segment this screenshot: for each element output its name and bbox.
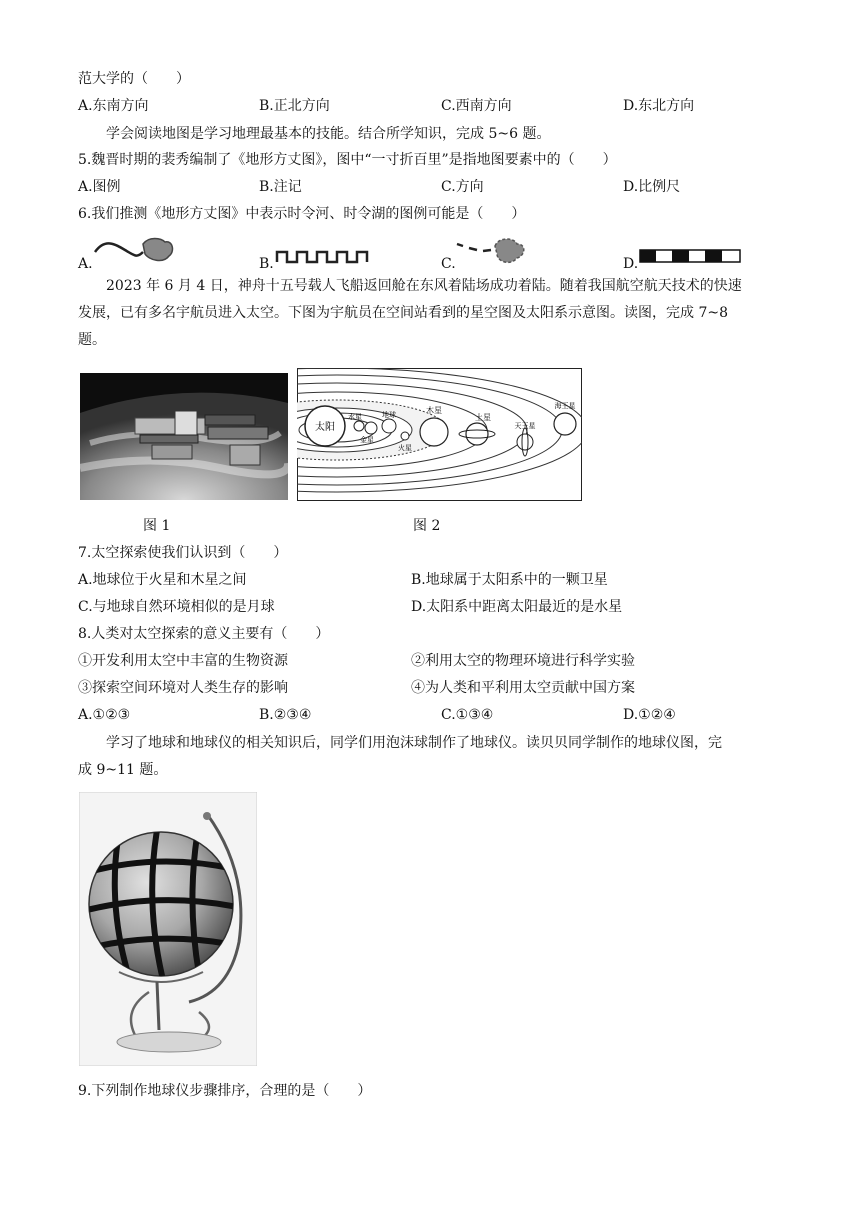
- intro-7-8-line3: 题。: [78, 332, 106, 348]
- question-stem-tail: 范大学的（ ）: [78, 71, 190, 87]
- legend-symbol-d: [639, 249, 741, 263]
- q6-stem: 6.我们推测《地形方丈图》中表示时令河、时令湖的图例可能是（ ）: [78, 206, 526, 222]
- intro-5-6: 学会阅读地图是学习地理最基本的技能。结合所学知识，完成 5~6 题。: [106, 126, 551, 142]
- q7-option-a: A.地球位于火星和木星之间: [78, 572, 247, 588]
- label-mars: 火星: [398, 444, 412, 452]
- q8-item-1: ①开发利用太空中丰富的生物资源: [78, 653, 288, 669]
- q7-option-c: C.与地球自然环境相似的是月球: [78, 599, 275, 615]
- space-station-photo: [80, 373, 288, 500]
- q8-option-b: B.②③④: [259, 707, 312, 723]
- figure-2-caption: 图 2: [413, 518, 441, 534]
- intro-7-8-line2: 发展，已有多名宇航员进入太空。下图为宇航员在空间站看到的星空图及太阳系示意图。读图，完成 7~8: [78, 305, 728, 321]
- q6-option-a: A.: [78, 256, 93, 272]
- intro-9-11-line1: 学习了地球和地球仪的相关知识后，同学们用泡沫球制作了地球仪。读贝贝同学制作的地球仪图，完: [106, 735, 722, 751]
- q6-option-b: B.: [259, 256, 274, 272]
- q4-option-b: B.正北方向: [259, 98, 330, 114]
- label-venus: 金星: [360, 436, 374, 444]
- q7-option-b: B.地球属于太阳系中的一颗卫星: [411, 572, 608, 588]
- solar-system-diagram: [297, 368, 582, 501]
- q4-option-a: A.东南方向: [78, 98, 149, 114]
- q5-option-a: A.图例: [78, 179, 121, 195]
- q5-option-c: C.方向: [441, 179, 484, 195]
- intro-7-8-line1: 2023 年 6 月 4 日，神舟十五号载人飞船返回舱在东风着陆场成功着陆。随着我国航空航天技术的快速: [106, 278, 742, 294]
- q5-option-b: B.注记: [259, 179, 302, 195]
- figure-1-caption: 图 1: [143, 518, 171, 534]
- q8-option-a: A.①②③: [78, 707, 131, 723]
- q8-option-d: D.①②④: [623, 707, 676, 723]
- q7-option-d: D.太阳系中距离太阳最近的是水星: [411, 599, 623, 615]
- legend-symbol-c: [455, 234, 535, 266]
- q9-stem: 9.下列制作地球仪步骤排序，合理的是（ ）: [78, 1083, 372, 1099]
- label-uranus: 天王星: [514, 422, 536, 430]
- q6-option-c: C.: [441, 256, 456, 272]
- label-mercury: 水星: [348, 413, 362, 421]
- q5-stem: 5.魏晋时期的裴秀编制了《地形方丈图》，图中“一寸折百里”是指地图要素中的（ ）: [78, 152, 617, 168]
- q8-item-2: ②利用太空的物理环境进行科学实验: [411, 653, 635, 669]
- q4-option-c: C.西南方向: [441, 98, 512, 114]
- q7-stem: 7.太空探索使我们认识到（ ）: [78, 545, 288, 561]
- q6-option-d: D.: [623, 256, 639, 272]
- q8-item-4: ④为人类和平利用太空贡献中国方案: [411, 680, 635, 696]
- q8-stem: 8.人类对太空探索的意义主要有（ ）: [78, 626, 330, 642]
- q5-option-d: D.比例尺: [623, 179, 681, 195]
- q4-option-d: D.东北方向: [623, 98, 695, 114]
- q8-item-3: ③探索空间环境对人类生存的影响: [78, 680, 288, 696]
- label-neptune: 海王星: [554, 402, 576, 410]
- label-jupiter: 木星: [426, 406, 442, 415]
- label-earth: 地球: [382, 411, 396, 419]
- label-sun: 太阳: [315, 422, 335, 433]
- handmade-globe-photo: [79, 792, 257, 1066]
- q8-option-c: C.①③④: [441, 707, 494, 723]
- intro-9-11-line2: 成 9~11 题。: [78, 762, 168, 778]
- legend-symbol-b: [275, 248, 371, 266]
- label-saturn: 土星: [475, 413, 491, 422]
- legend-symbol-a: [93, 234, 183, 266]
